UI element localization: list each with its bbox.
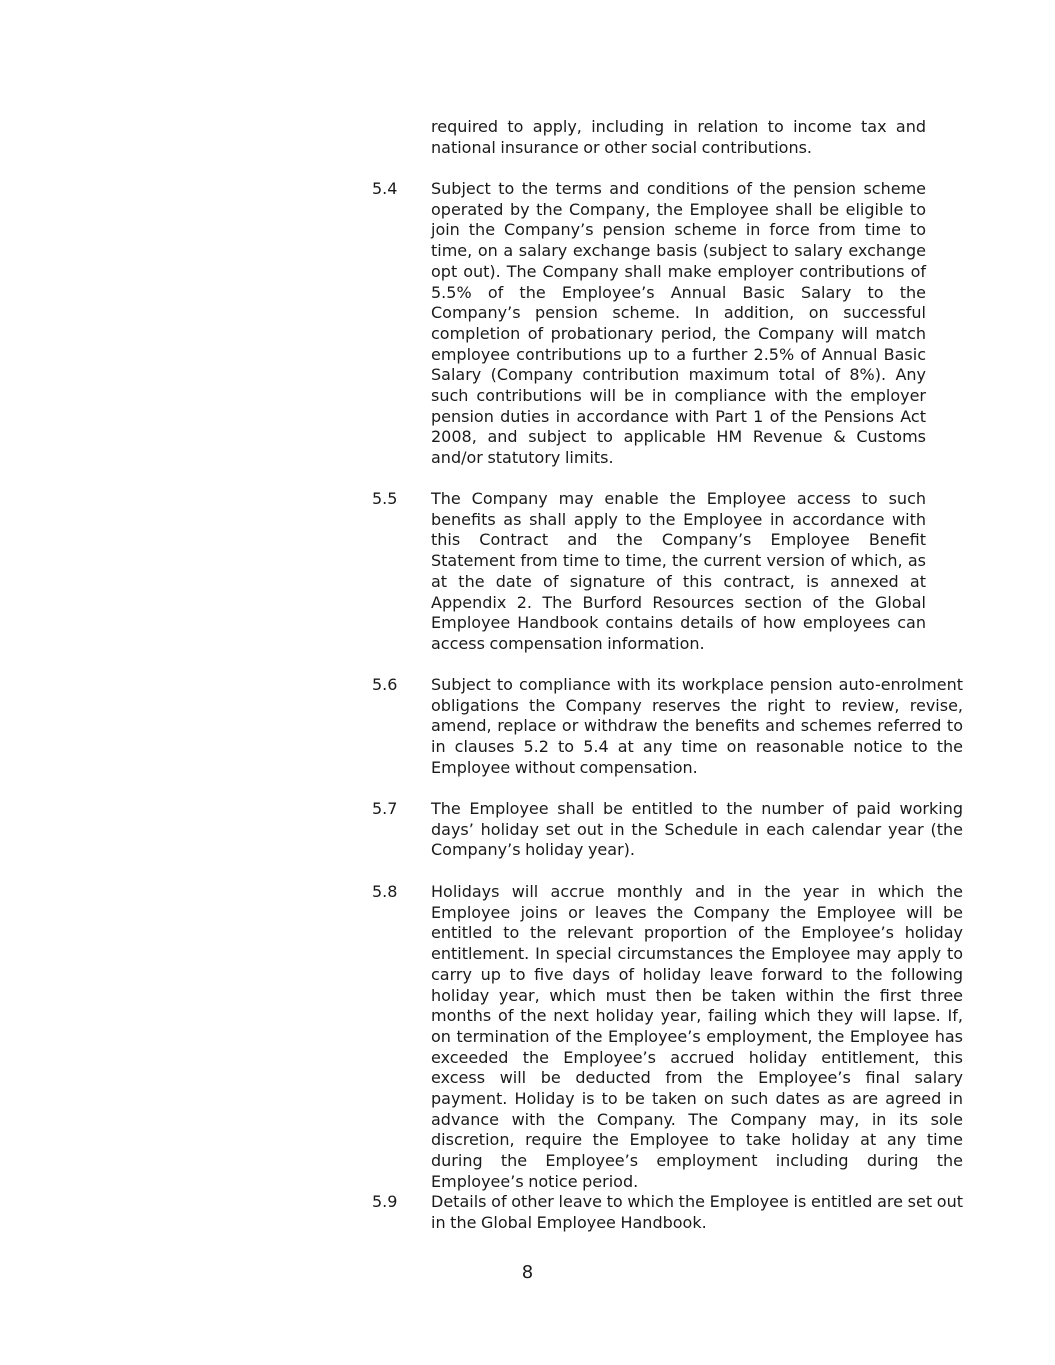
clause-text: The Employee shall be entitled to the number of paid working days’ holiday set out in the Schedule in each calendar year (the Company’s holiday year). <box>431 799 963 860</box>
clause-number: 5.4 <box>372 179 398 198</box>
continuation-text: required to apply, including in relation to income tax and national insurance or other social contributions. <box>431 117 926 157</box>
clause-number: 5.5 <box>372 489 398 508</box>
clause-text: Details of other leave to which the Employee is entitled are set out in the Global Employee Handbook. <box>431 1192 963 1232</box>
clause-number: 5.8 <box>372 882 398 901</box>
page-number: 8 <box>521 1262 534 1283</box>
clause-number: 5.7 <box>372 799 398 818</box>
clause-text: The Company may enable the Employee access to such benefits as shall apply to the Employee in accordance with this Contract and the Company’s Employee Benefit Statement from time to time, the current version of which, as at the date of signature of this contract, is annexed at Appendix 2. The Burford Resources section of the Global Employee Handbook contains details of how employees can access compensation information. <box>431 489 926 653</box>
clause-number: 5.9 <box>372 1192 398 1211</box>
clause-text: Subject to compliance with its workplace pension auto-enrolment obligations the Company reserves the right to review, revise, amend, replace or withdraw the benefits and schemes referred to in clauses 5.2 to 5.4 at any time on reasonable notice to the Employee without compensation. <box>431 675 963 777</box>
clause-text: Holidays will accrue monthly and in the year in which the Employee joins or leaves the Company the Employee will be entitled to the relevant proportion of the Employee’s holiday entitlement. In special circumstances the Employee may apply to carry up to five days of holiday leave forward to the following holiday year, which must then be taken within the first three months of the next holiday year, failing which they will lapse. If, on termination of the Employee’s employment, the Employee has exceeded the Employee’s accrued holiday entitlement, this excess will be deducted from the Employee’s final salary payment. Holiday is to be taken on such dates as are agreed in advance with the Company. The Company may, in its sole discretion, require the Employee to take holiday at any time during the Employee’s employment including during the Employee’s notice period. <box>431 882 963 1191</box>
clause-text: Subject to the terms and conditions of the pension scheme operated by the Company, the Employee shall be eligible to join the Company’s pension scheme in force from time to time, on a salary exchange basis (subject to salary exchange opt out). The Company shall make employer contributions of 5.5% of the Employee’s Annual Basic Salary to the Company’s pension scheme. In addition, on successful completion of probationary period, the Company will match employee contributions up to a further 2.5% of Annual Basic Salary (Company contribution maximum total of 8%). Any such contributions will be in compliance with the employer pension duties in accordance with Part 1 of the Pensions Act 2008, and subject to applicable HM Revenue & Customs and/or statutory limits. <box>431 179 926 468</box>
clause-number: 5.6 <box>372 675 398 694</box>
